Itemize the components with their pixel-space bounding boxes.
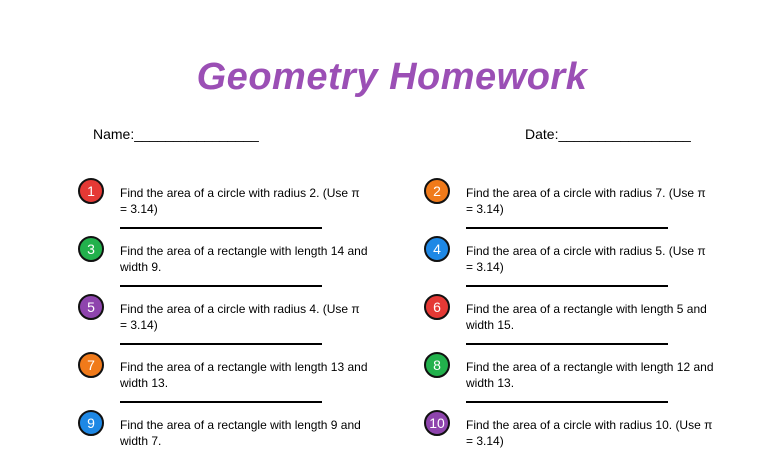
problem-6 [424,294,724,350]
date-field[interactable]: Date:_________________ [525,126,691,142]
problem-text: Find the area of a rectangle with length 14 and width 9. [120,244,368,274]
problem-7 [78,352,378,408]
problem-number-badge: 1 [78,178,104,204]
problem-text: Find the area of a circle with radius 10. (Use π = 3.14) [466,418,713,448]
problem-number-badge: 10 [424,410,450,436]
problem-text: Find the area of a circle with radius 7. (Use π = 3.14) [466,186,706,216]
problem-9 [78,410,378,466]
problem-2 [424,178,724,234]
problem-number-badge: 8 [424,352,450,378]
problem-8 [424,352,724,408]
problem-text: Find the area of a rectangle with length 5 and width 15. [466,302,707,332]
problem-number-badge: 6 [424,294,450,320]
answer-line[interactable] [466,343,668,345]
problem-number-badge: 4 [424,236,450,262]
problem-text: Find the area of a circle with radius 4. (Use π = 3.14) [120,302,360,332]
problem-text: Find the area of a rectangle with length 9 and width 7. [120,418,361,448]
problem-3 [78,236,378,292]
worksheet-title: Geometry Homework [196,56,588,98]
answer-line[interactable] [120,343,322,345]
answer-line[interactable] [466,227,668,229]
problem-10 [424,410,724,466]
answer-line[interactable] [120,285,322,287]
problem-text: Find the area of a circle with radius 5. (Use π = 3.14) [466,244,706,274]
problem-number-badge: 7 [78,352,104,378]
answer-line[interactable] [466,401,668,403]
problem-text: Find the area of a circle with radius 2. (Use π = 3.14) [120,186,360,216]
answer-line[interactable] [120,401,322,403]
problem-text: Find the area of a rectangle with length 13 and width 13. [120,360,368,390]
problem-number-badge: 3 [78,236,104,262]
problem-1 [78,178,378,234]
problem-5 [78,294,378,350]
problem-number-badge: 2 [424,178,450,204]
problem-4 [424,236,724,292]
problem-number-badge: 9 [78,410,104,436]
name-field[interactable]: Name:________________ [93,126,259,142]
problem-number-badge: 5 [78,294,104,320]
problem-text: Find the area of a rectangle with length 12 and width 13. [466,360,714,390]
answer-line[interactable] [466,285,668,287]
answer-line[interactable] [120,227,322,229]
